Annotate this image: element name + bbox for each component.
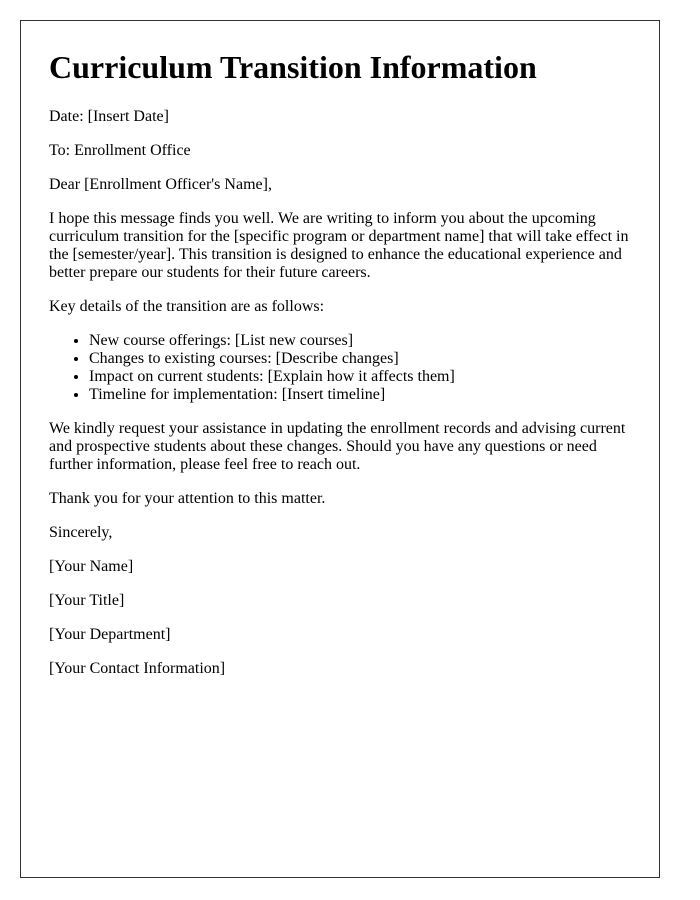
- request-paragraph: We kindly request your assistance in updating the enrollment records and advising current and prospective students about these changes. Should you have any questions or need further information, please feel free to reach out.: [49, 420, 626, 473]
- key-details-list: [49, 332, 631, 404]
- intro-paragraph: I hope this message finds you well. We are writing to inform you about the upcoming curriculum transition for the [specific program or department name] that will take effect in the [semester/year]. This transition is designed to enhance the educational experience and better prepare our students for their future careers.: [49, 210, 629, 281]
- salutation: Dear [Enrollment Officer's Name],: [49, 176, 272, 193]
- signature-name: [Your Name]: [49, 558, 134, 575]
- letter-title: Curriculum Transition Information: [49, 49, 537, 85]
- recipient-line: To: Enrollment Office: [49, 142, 191, 159]
- signature-title: [Your Title]: [49, 592, 125, 609]
- letter-page: [20, 20, 660, 878]
- date-line: Date: [Insert Date]: [49, 108, 169, 125]
- closing-line: Sincerely,: [49, 524, 113, 541]
- signature-contact: [Your Contact Information]: [49, 660, 226, 677]
- list-item: • Timeline for implementation: [Insert timeline]: [89, 386, 631, 404]
- list-item: • Impact on current students: [Explain how it affects them]: [89, 368, 631, 386]
- key-details-intro: Key details of the transition are as follows:: [49, 298, 325, 315]
- list-item: • New course offerings: [List new courses]: [89, 332, 631, 350]
- list-item: • Changes to existing courses: [Describe changes]: [89, 350, 631, 368]
- thanks-line: Thank you for your attention to this matter.: [49, 490, 326, 507]
- signature-department: [Your Department]: [49, 626, 171, 643]
